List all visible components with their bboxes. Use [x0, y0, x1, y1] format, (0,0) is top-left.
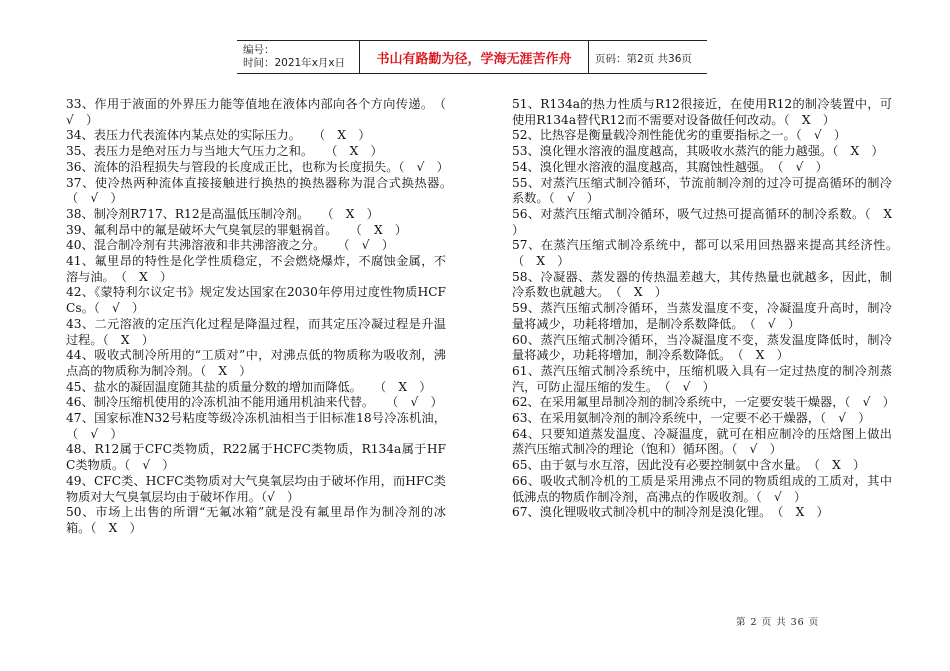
- header-meta: [243, 44, 345, 70]
- question-41: 41、氟里昂的特性是化学性质稳定，不会燃烧爆炸，不腐蚀金属，不溶与油。 （ X ）: [66, 254, 446, 284]
- motto-box: [359, 41, 589, 74]
- question-44: 44、吸收式制冷所用的“工质对”中，对沸点低的物质称为吸收剂，沸点高的物质称为制冷剂。（ X ）: [66, 348, 446, 378]
- question-65: 65、由于氨与水互溶，因此没有必要控制氨中含水量。 （ X ）: [512, 458, 866, 473]
- question-46: 46、制冷压缩机使用的冷冻机油不能用通用机油来代替。 （ √ ）: [66, 395, 443, 410]
- question-64: 64、只要知道蒸发温度、冷凝温度，就可在相应制冷的压焓图上做出蒸汽压缩式制冷的理论（饱和）循环图。（ √ ）: [512, 426, 892, 457]
- question-56: 56、对蒸汽压缩式制冷循环，吸气过热可提高循环的制冷系数。（ X ）: [512, 206, 905, 237]
- page-info: 页码：第2页 共36页: [595, 53, 692, 65]
- question-50: 50、市场上出售的所谓“无氟冰箱”就是没有氟里昂作为制冷剂的冰箱。（ X ）: [66, 505, 446, 535]
- question-43: 43、二元溶液的定压汽化过程是降温过程，而其定压冷凝过程是升温过程。（ X ）: [66, 316, 446, 347]
- question-55: 55、对蒸汽压缩式制冷循环，节流前制冷剂的过冷可提高循环的制冷系数。（ √ ）: [512, 175, 892, 206]
- question-57: 57、在蒸汽压缩式制冷系统中，都可以采用回热器来提高其经济性。 （ X ）: [512, 238, 905, 269]
- question-48: 48、R12属于CFC类物质，R22属于HCFC类物质，R134a属于HFC类物质。（ √ ）: [66, 442, 446, 473]
- question-35: 35、表压力是绝对压力与当地大气压力之和。 （ X ）: [66, 144, 383, 159]
- question-58: 58、冷凝器、蒸发器的传热温差越大，其传热量也就越多，因此，制冷系数也就越大。 （ X ）: [512, 269, 892, 300]
- question-33: 33、作用于液面的外界压力能等值地在液体内部向各个方向传递。 （ √ ）: [66, 97, 459, 127]
- page-footer: 第 2 页 共 36 页: [736, 617, 820, 628]
- question-36: 36、流体的沿程损失与管段的长度成正比，也称为长度损失。（ √ ）: [66, 159, 449, 174]
- question-59: 59、蒸汽压缩式制冷循环，当蒸发温度不变，冷凝温度升高时，制冷量将减少，功耗将增加，是制冷系数降低。 （ √ ）: [512, 301, 892, 331]
- motto-text: 书山有路勤为径，学海无涯苦作舟: [376, 52, 572, 67]
- left-column: [66, 97, 459, 537]
- question-40: 40、混合制冷剂有共沸溶液和非共沸溶液之分。 （ √ ）: [66, 238, 394, 253]
- question-63: 63、在采用氨制冷剂的制冷系统中，一定要不必干燥器，（ √ ）: [512, 411, 871, 426]
- question-52: 52、比热容是衡量载冷剂性能优劣的重要指标之一。（ √ ）: [512, 128, 847, 143]
- question-51: 51、R134a的热力性质与R12很接近，在使用R12的制冷装置中，可使用R134a替代R12而不需要对设备做任何改动。（ X ）: [512, 97, 892, 127]
- number-label: 编号：: [243, 44, 275, 56]
- question-62: 62、在采用氟里昂制冷剂的制冷系统中，一定要安装干燥器，（ √ ）: [512, 395, 895, 410]
- question-37: 37、使冷热两种流体直接接触进行换热的换热器称为混合式换热器。 （ √ ）: [66, 175, 459, 206]
- question-39: 39、氟利昂中的氟是破坏大气臭氧层的罪魁祸首。 （ X ）: [66, 222, 408, 237]
- question-61: 61、蒸汽压缩式制冷系统中，压缩机吸入具有一定过热度的制冷剂蒸汽，可防止湿压缩的发生。 （ √ ）: [512, 363, 892, 394]
- question-53: 53、溴化锂水溶液的温度越高，其吸收水蒸汽的能力越强。（ X ）: [512, 144, 884, 159]
- question-67: 67、溴化锂吸收式制冷机中的制冷剂是溴化锂。 （ X ）: [512, 505, 829, 520]
- right-column: [512, 97, 905, 521]
- question-47: 47、国家标准N32号粘度等级冷冻机油相当于旧标准18号冷冻机油，（ √ ）: [66, 411, 446, 441]
- time-label: 时间：2021年x月x日: [243, 57, 346, 69]
- question-45: 45、盐水的凝固温度随其盐的质量分数的增加而降低。 （ X ）: [66, 379, 432, 394]
- question-49: 49、CFC类、HCFC类物质对大气臭氧层均由于破坏作用，而HFC类物质对大气臭氧层均由于破坏作用。（√ ）: [66, 473, 446, 504]
- question-34: 34、表压力代表流体内某点处的实际压力。 （ X ）: [66, 128, 371, 143]
- question-66: 66、吸收式制冷机的工质是采用沸点不同的物质组成的工质对，其中低沸点的物质作制冷剂，高沸点的作吸收剂。（ √ ）: [512, 473, 892, 504]
- question-54: 54、溴化锂水溶液的温度越高，其腐蚀性越强。 （ √ ）: [512, 159, 828, 174]
- question-60: 60、蒸汽压缩式制冷循环，当冷凝温度不变，蒸发温度降低时，制冷量将减少，功耗将增加，制冷系数降低。 （ X ）: [512, 332, 892, 363]
- question-42: 42、《蒙特利尔议定书》规定发达国家在2030年停用过度性物质HCFCs。（ √ ）: [66, 285, 446, 316]
- page-header: [237, 40, 707, 74]
- question-38: 38、制冷剂R717、R12是高温低压制冷剂。 （ X ）: [66, 206, 379, 221]
